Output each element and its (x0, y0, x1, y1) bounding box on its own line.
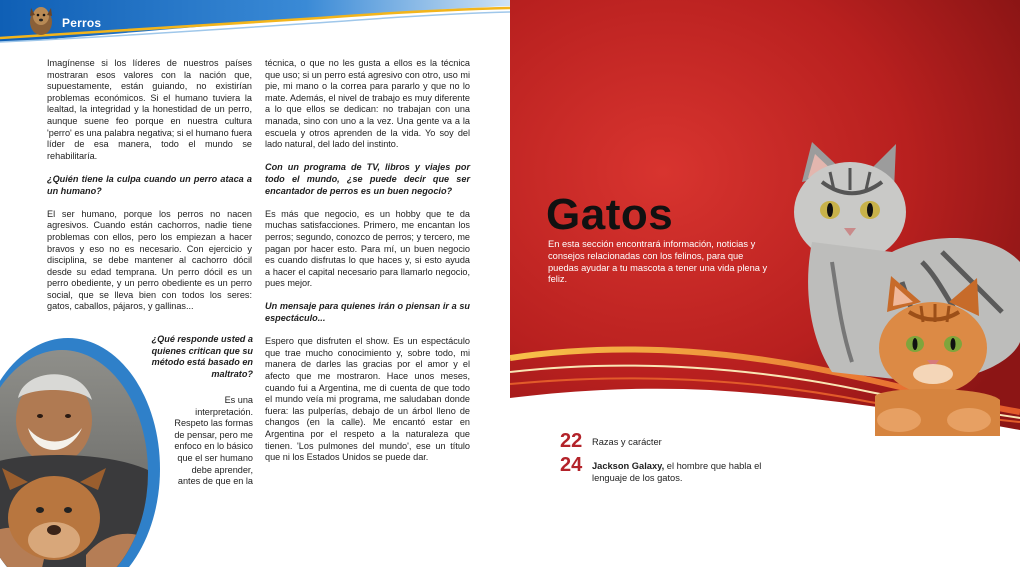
interview-question: Un mensaje para quienes irán o piensan ir a su espectáculo... (265, 301, 470, 324)
paragraph: Es una interpretación. Respeto las formas de pensar, pero me enfoco en lo básico que el ser humano debe aprender, antes de que en la (174, 395, 253, 487)
interview-question: Con un programa de TV, libros y viajes por todo el mundo, ¿se puede decir que ser encantador de perros es un buen negocio? (265, 162, 470, 196)
dog-thumbnail-icon (26, 0, 56, 38)
right-page (510, 0, 1020, 567)
section-title: Gatos (546, 190, 674, 239)
paragraph: El ser humano, porque los perros no nacen agresivos. Cuando están cachorros, nadie tiene problemas con ellos, pero los empiezan a hacer bravos y eso no es necesario. Con ejercicio y disciplina, se debe mantener al cachorro dócil desde su edad temprana. Un perro dócil es un perro obediente, y un perro obediente es un perro social, que se lleva bien con todos los seres: gatos, caballos, pájaros, y gallinas... (47, 208, 252, 312)
toc-entry-title: Jackson Galaxy, el hombre que habla el lenguaje de los gatos. (592, 461, 762, 483)
paragraph: Espero que disfruten el show. Es un espectáculo que trae mucho conocimiento y, sobre todo, mi manera de darles las gracias por el amor y el afecto que me mostraron. Hace unos meses, cuando fui a Argentina, me di cuenta de que todo el mundo veía mi programa, me saludaban donde fuera: las pulperías, debajo de un árbol lleno de changos (en la calle). Me encantó estar en Argentina por el respeto a la naturaleza que tienen. 'Los pulmones del mundo', ese un título que ni los Estados Unidos se puede dar. (265, 336, 470, 463)
interview-question: ¿Quién tiene la culpa cuando un perro ataca a un humano? (47, 173, 252, 196)
section-intro: En esta sección encontrará información, noticias y consejos relacionadas con los felinos, para que puedas ayudar a tu mascota a tener una vida plena y feliz. (548, 239, 768, 285)
orange-tabby-cat-photo (865, 276, 1005, 436)
article-column-2 (265, 58, 470, 475)
interview-question: ¿Qué responde usted a quienes critican que su método está basado en maltrato? (151, 334, 253, 379)
toc-entry-title: Razas y carácter (592, 437, 662, 447)
section-label: Perros (62, 16, 102, 30)
paragraph: Imagínense si los líderes de nuestros países mostraran esos valores con la nación que, supuestamente, están guiando, no existirían problemas económicos. Si el humano tuviera la lealtad, la integridad y la honestidad de un perro, aunque suene feo porque en nuestra cultura 'perro' es una palabra negativa; si el humano fuera líder de esa manera, todo el mundo se rehabilitaría. (47, 58, 252, 161)
paragraph: técnica, o que no les gusta a ellos es la técnica que uso; si un perro está agresivo con otro, uso mi pie, mi mano o la correa para pararlo y que no lo mate. Además, el nivel de trabajo es muy diferente a lo que ellos se dedican: no trabajan con una manada, sino con uno a la vez. Una gente va a la escuela y otros aprenden de la vida. Yo soy del lado natural, del lado del instinto. (265, 58, 470, 150)
toc-page-number: 24 (560, 454, 583, 476)
article-column-1 (47, 58, 252, 325)
paragraph: Es más que negocio, es un hobby que te da muchas satisfacciones. Primero, me encantan los perros; segundo, conozco de perros; y tercero, me pagan por hacer esto. Para mí, un buen negocio es cuando disfrutas lo que haces y, si esto ayuda a hacer el capital necesario para llamarlo negocio, pues mejor. (265, 208, 470, 289)
toc-page-number: 22 (560, 430, 583, 452)
